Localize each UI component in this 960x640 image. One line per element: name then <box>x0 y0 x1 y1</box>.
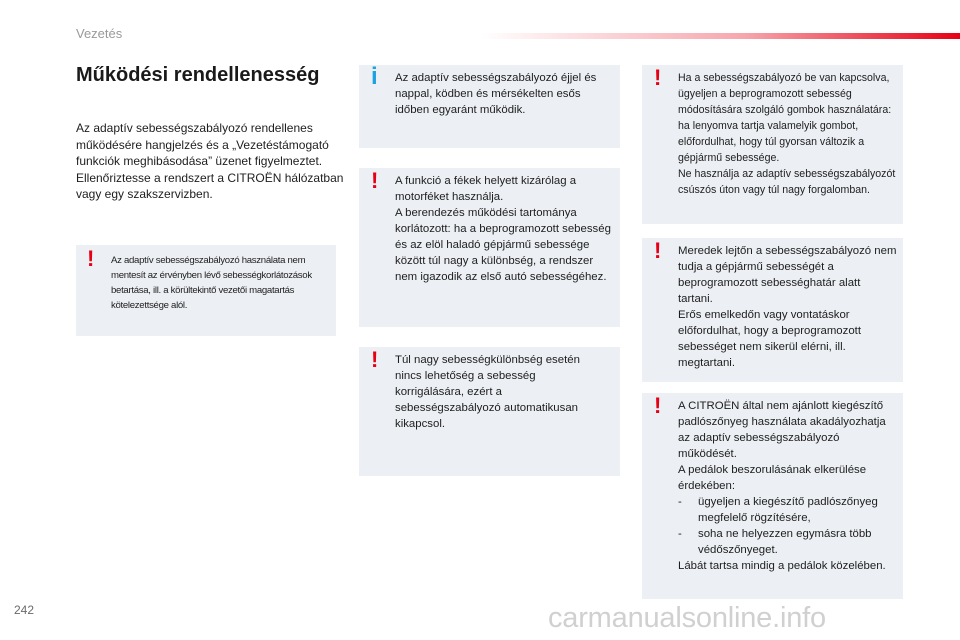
activated-paragraph-1: Ha a sebességszabályozó be van kapcsolva, ügyeljen a beprogramozott sebesség módosítására szolgáló gombok használatára: ha lenyomva tartja valamelyik gombot, előfordulhat, hogy túl gyorsan változik a gépjármű sebessége. <box>678 72 892 164</box>
list-item-text: soha ne helyezzen egymásra több védőszőnyeget. <box>698 528 872 556</box>
list-item-text: ügyeljen a kiegészítő padlószőnyeg megfelelő rögzítésére, <box>698 496 878 524</box>
slope-paragraph-1: Meredek lejtőn a sebességszabályozó nem tudja a gépjármű sebességét a beprogramozott sebességhatár alatt tartani. <box>678 245 897 305</box>
dash-bullet: - <box>678 528 682 540</box>
warning-box-activated <box>642 65 903 224</box>
warning-icon: ! <box>654 393 662 418</box>
warning-icon: ! <box>371 347 379 372</box>
header-accent-bar <box>480 33 960 39</box>
section-title: Működési rendellenesség <box>76 64 320 86</box>
warning-icon: ! <box>654 238 662 263</box>
slope-paragraph-2: Erős emelkedőn vagy vontatáskor előfordulhat, hogy a beprogramozott sebességet nem sikerül elérni, ill. megtartani. <box>678 309 862 369</box>
page-number: 242 <box>14 603 35 617</box>
warning-box-speed-limits <box>76 245 336 336</box>
warning-text <box>678 243 898 371</box>
warning-icon: ! <box>654 65 662 90</box>
brakes-paragraph-2: A berendezés működési tartománya korlátozott: ha a beprogramozott sebesség és az elöl haladó gépjármű sebessége között túl nagy a különbség, a rendszer nem igazodik az első autó sebességéhez. <box>395 207 611 283</box>
warning-text: Túl nagy sebességkülönbség esetén nincs lehetőség a sebesség korrigálására, ezért a sebességszabályozó automatikusan kikapcsol. <box>395 354 580 430</box>
warning-text: Az adaptív sebességszabályozó használata nem mentesít az érvényben lévő sebességkorlátozások betartása, ill. a körültekintő vezetői magatartás kötelezettsége alól. <box>111 255 312 311</box>
list-item <box>678 494 900 526</box>
warning-box-floor-mat <box>642 393 903 599</box>
watermark: carmanualsonline.info <box>548 602 826 634</box>
info-text: Az adaptív sebességszabályozó éjjel és nappal, ködben és mérsékelten esős időben egyaránt működik. <box>395 72 597 116</box>
mat-list <box>678 494 900 558</box>
warning-text <box>678 398 900 574</box>
info-box-conditions <box>359 65 620 148</box>
warning-icon: ! <box>87 246 95 271</box>
warning-icon: ! <box>371 168 379 193</box>
warning-box-slope <box>642 238 903 382</box>
warning-text <box>678 70 900 198</box>
warning-text <box>395 173 615 285</box>
info-icon: i <box>371 63 378 90</box>
page-header-title: Vezetés <box>76 26 123 41</box>
dash-bullet: - <box>678 496 682 508</box>
list-item <box>678 526 900 558</box>
brakes-paragraph-1: A funkció a fékek helyett kizárólag a motorféket használja. <box>395 175 577 203</box>
mat-paragraph-2: A pedálok beszorulásának elkerülése érdekében: <box>678 464 867 492</box>
intro-paragraph: Az adaptív sebességszabályozó rendellenes működésére hangjelzés és a „Vezetéstámogató funkciók meghibásodása” üzenet figyelmeztet. Ellenőriztesse a rendszert a CITROËN hálózatban vagy egy szakszervizben. <box>76 121 344 201</box>
mat-paragraph-1: A CITROËN által nem ajánlott kiegészítő padlószőnyeg használata akadályozhatja az adaptív sebességszabályozó működését. <box>678 400 886 460</box>
activated-paragraph-2: Ne használja az adaptív sebességszabályozót csúszós úton vagy túl nagy forgalomban. <box>678 168 896 196</box>
warning-box-brakes <box>359 168 620 327</box>
mat-paragraph-3: Lábát tartsa mindig a pedálok közelében. <box>678 560 886 572</box>
warning-box-speed-difference <box>359 347 620 476</box>
